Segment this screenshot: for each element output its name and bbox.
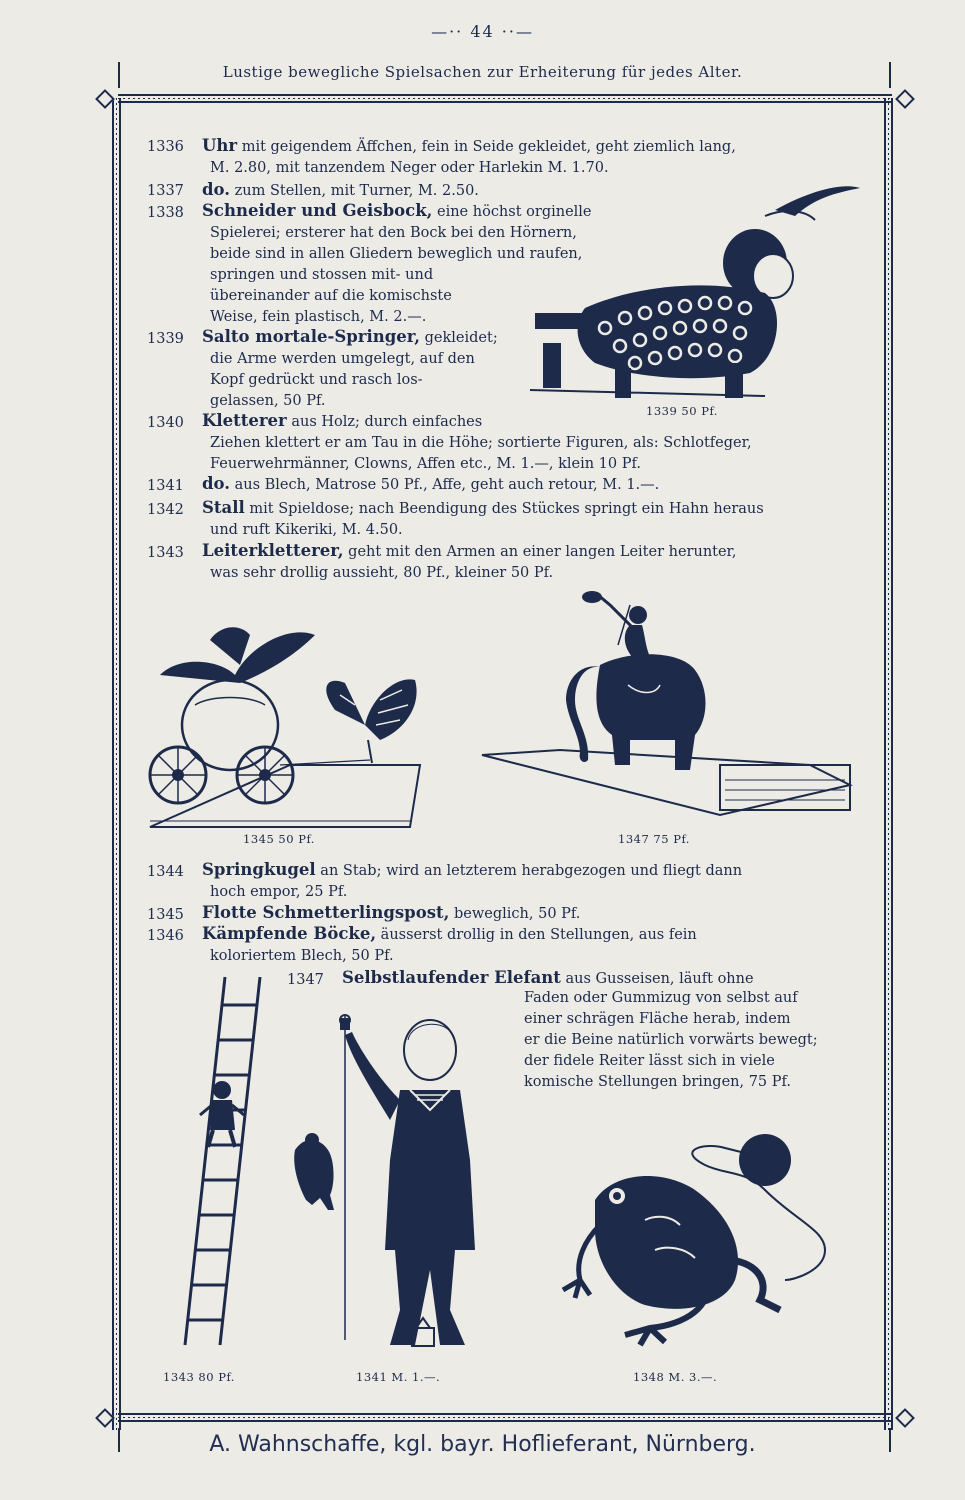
frame-corner-ornament — [895, 1408, 915, 1428]
entry-text: die Arme werden umgelegt, auf den — [210, 351, 475, 367]
illustration-selbstlaufender-elefant — [480, 585, 860, 825]
entry-text: einer schrägen Fläche herab, indem — [524, 1011, 791, 1027]
entry-number: 1340 — [147, 415, 184, 431]
entry-title: Leiterkletterer, — [202, 541, 344, 560]
entry-text: komische Stellungen bringen, 75 Pf. — [524, 1074, 791, 1090]
illustration-schmetterlingspost — [140, 605, 430, 830]
frame-right-border — [884, 98, 893, 1430]
figure-caption: 1348 M. 3.—. — [633, 1370, 718, 1384]
illustration-frosch — [555, 1130, 875, 1360]
entry-text: Weise, fein plastisch, M. 2.—. — [210, 309, 427, 325]
catalog-entry — [202, 497, 867, 541]
entry-number: 1342 — [147, 502, 184, 518]
entry-text: er die Beine natürlich vorwärts bewegt; — [524, 1032, 818, 1048]
entry-text: der fidele Reiter lässt sich in viele — [524, 1053, 775, 1069]
frame-left-border — [112, 98, 121, 1430]
entry-text: zum Stellen, mit Turner, M. 2.50. — [230, 183, 479, 199]
entry-number: 1336 — [147, 139, 184, 155]
page-header: Lustige bewegliche Spielsachen zur Erheiterung für jedes Alter. — [222, 63, 743, 81]
entry-number: 1343 — [147, 545, 184, 561]
entry-title: do. — [202, 180, 230, 199]
figure-caption: 1339 50 Pf. — [646, 404, 718, 418]
catalog-entry — [202, 902, 580, 925]
entry-text: Ziehen klettert er am Tau in die Höhe; sortierte Figuren, als: Schlotfeger, — [210, 435, 752, 451]
figure-caption: 1345 50 Pf. — [243, 832, 315, 846]
entry-text: eine höchst orginelle — [432, 204, 592, 220]
entry-title: Selbstlaufender Elefant — [342, 968, 561, 987]
entry-title: Schneider und Geisbock, — [202, 201, 433, 220]
catalog-entry — [202, 923, 867, 967]
entry-text: Feuerwehrmänner, Clowns, Affen etc., M. 1.—, klein 10 Pf. — [210, 456, 641, 472]
entry-title: Salto mortale-Springer, — [202, 327, 421, 346]
entry-text: geht mit den Armen an einer langen Leiter herunter, — [343, 544, 737, 560]
entry-text: M. 2.80, mit tanzendem Neger oder Harlekin M. 1.70. — [210, 160, 609, 176]
entry-text: gelassen, 50 Pf. — [210, 393, 326, 409]
entry-text: Kopf gedrückt und rasch los- — [210, 372, 423, 388]
entry-title: do. — [202, 474, 230, 493]
entry-text: aus Blech, Matrose 50 Pf., Affe, geht auch retour, M. 1.—. — [230, 477, 660, 493]
entry-text: äusserst drollig in den Stellungen, aus fein — [376, 927, 697, 943]
entry-number: 1347 — [287, 972, 324, 988]
catalog-entry — [202, 473, 659, 496]
entry-text: was sehr drollig aussieht, 80 Pf., kleiner 50 Pf. — [210, 565, 554, 581]
catalog-entry — [202, 179, 479, 202]
entry-text: und ruft Kikeriki, M. 4.50. — [210, 522, 403, 538]
catalog-entry — [202, 326, 542, 412]
frame-hook-top-right — [889, 62, 891, 88]
entry-title: Flotte Schmetterlingspost, — [202, 903, 450, 922]
entry-title: Kletterer — [202, 411, 287, 430]
entry-text: mit Spieldose; nach Beendigung des Stückes springt ein Hahn heraus — [244, 501, 764, 517]
entry-text: beide sind in allen Gliedern beweglich und raufen, — [210, 246, 583, 262]
figure-caption: 1341 M. 1.—. — [356, 1370, 441, 1384]
page-number: —·· 44 ··— — [431, 22, 534, 41]
catalog-entry — [202, 859, 867, 903]
entry-text: übereinander auf die komischste — [210, 288, 452, 304]
entry-number: 1341 — [147, 478, 184, 494]
ladder-rungs — [188, 1005, 257, 1320]
entry-number: 1346 — [147, 928, 184, 944]
entry-number: 1338 — [147, 205, 184, 221]
entry-text: an Stab; wird an letzterem herabgezogen und fliegt dann — [315, 863, 743, 879]
illustration-kletterer-blech — [290, 1010, 500, 1355]
entry-text: mit geigendem Äffchen, fein in Seide gekleidet, geht ziemlich lang, — [237, 139, 736, 155]
illustration-salto-mortale-springer — [525, 168, 870, 413]
entry-title: Kämpfende Böcke, — [202, 924, 377, 943]
entry-number: 1344 — [147, 864, 184, 880]
entry-text: koloriertem Blech, 50 Pf. — [210, 948, 394, 964]
frame-bottom-border — [118, 1413, 892, 1422]
entry-number: 1339 — [147, 331, 184, 347]
illustration-leiterkletterer — [180, 975, 265, 1350]
entry-number: 1345 — [147, 907, 184, 923]
figure-caption: 1343 80 Pf. — [163, 1370, 235, 1384]
entry-text: aus Holz; durch einfaches — [286, 414, 483, 430]
entry-number: 1337 — [147, 183, 184, 199]
entry-text: hoch empor, 25 Pf. — [210, 884, 348, 900]
entry-title: Springkugel — [202, 860, 316, 879]
entry-text: beweglich, 50 Pf. — [449, 906, 581, 922]
entry-text: Spielerei; ersterer hat den Bock bei den Hörnern, — [210, 225, 577, 241]
catalog-entry — [342, 967, 869, 990]
entry-title: Uhr — [202, 136, 238, 155]
catalog-entry — [202, 540, 867, 584]
entry-text: Faden oder Gummizug von selbst auf — [524, 990, 798, 1006]
catalog-entry — [202, 410, 872, 475]
frame-corner-ornament — [895, 89, 915, 109]
publisher-footer: A. Wahnschaffe, kgl. bayr. Hoflieferant, Nürnberg. — [209, 1432, 756, 1457]
entry-text: aus Gusseisen, läuft ohne — [560, 971, 754, 987]
catalog-entry-continued — [524, 988, 869, 1093]
frame-hook-top-left — [118, 62, 120, 88]
entry-text: gekleidet; — [420, 330, 498, 346]
entry-text: springen und stossen mit- und — [210, 267, 434, 283]
entry-title: Stall — [202, 498, 245, 517]
figure-caption: 1347 75 Pf. — [618, 832, 690, 846]
frame-top-border — [118, 94, 892, 103]
